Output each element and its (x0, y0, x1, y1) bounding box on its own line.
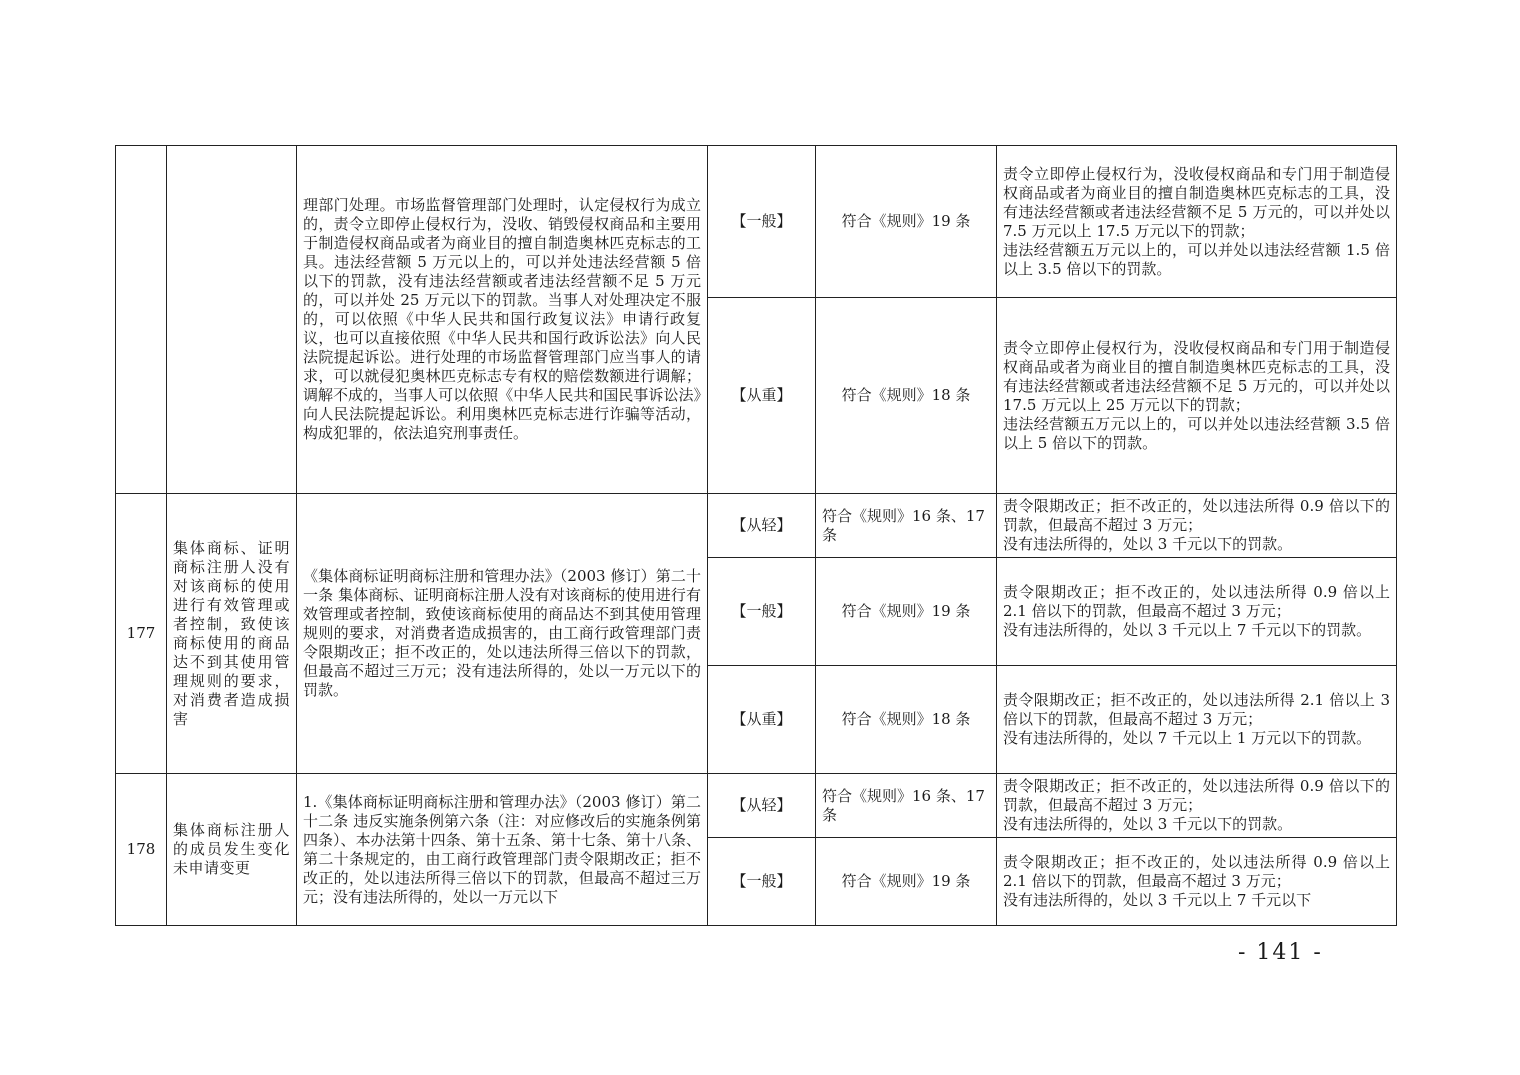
legal-basis-cell: 1.《集体商标证明商标注册和管理办法》（2003 修订）第二十二条 违反实施条例第六条（注：对应修改后的实施条例第四条）、本办法第十四条、第十五条、第十七条、第十八条、第二十条规定的，由工商行政管理部门责令限期改正；拒不改正的，处以违法所得三倍以下的罚款，但最高不超过三万元；没有违法所得的，处以一万元以下 (297, 774, 708, 926)
legal-basis-cell: 理部门处理。市场监督管理部门处理时，认定侵权行为成立的，责令立即停止侵权行为，没收、销毁侵权商品和主要用于制造侵权商品或者为商业目的擅自制造奥林匹克标志的工具。违法经营额 5 万元以上的，可以并处违法经营额 5 倍以下的罚款，没有违法经营额或者违法经营额不足 5 万元的，可以并处 25 万元以下的罚款。当事人对处理决定不服的，可以依照《中华人民共和国行政复议法》申请行政复议，也可以直接依照《中华人民共和国行政诉讼法》向人民法院提起诉讼。进行处理的市场监督管理部门应当事人的请求，可以就侵犯奥林匹克标志专有权的赔偿数额进行调解；调解不成的，当事人可以依照《中华人民共和国民事诉讼法》向人民法院提起诉讼。利用奥林匹克标志进行诈骗等活动，构成犯罪的，依法追究刑事责任。 (297, 146, 708, 494)
discretion-level-cell: 【从重】 (708, 666, 816, 774)
penalty-standard-cell (997, 558, 1397, 666)
discretion-level-cell: 【从轻】 (708, 494, 816, 558)
applicable-condition-cell: 符合《规则》19 条 (816, 558, 997, 666)
penalty-standard-cell (997, 774, 1397, 838)
penalty-standard-text: 责令立即停止侵权行为，没收侵权商品和专门用于制造侵权商品或者为商业目的擅自制造奥林匹克标志的工具，没有违法经营额或者违法经营额不足 5 万元的，可以并处以 17.5 万元以上 25 万元以下的罚款； 违法经营额五万元以上的，可以并处以违法经营额 3.5 倍以上 5 倍以下的罚款。 (1003, 338, 1390, 452)
penalty-standard-cell (997, 666, 1397, 774)
discretion-level-cell: 【一般】 (708, 146, 816, 298)
row-number-cell: 177 (116, 494, 167, 774)
discretion-level-cell: 【从轻】 (708, 774, 816, 838)
page-number: - 141 - (1238, 940, 1323, 965)
table-row (116, 494, 1397, 558)
penalty-standards-table (115, 145, 1397, 926)
table-row (116, 146, 1397, 298)
applicable-condition-cell: 符合《规则》18 条 (816, 666, 997, 774)
penalty-standard-text: 责令限期改正；拒不改正的，处以违法所得 0.9 倍以上 2.1 倍以下的罚款，但最高不超过 3 万元； 没有违法所得的，处以 3 千元以上 7 千元以下的罚款。 (1003, 583, 1390, 639)
discretion-level-cell: 【一般】 (708, 558, 816, 666)
penalty-standard-text: 责令限期改正；拒不改正的，处以违法所得 0.9 倍以下的罚款，但最高不超过 3 万元； 没有违法所得的，处以 3 千元以下的罚款。 (1003, 777, 1390, 833)
penalty-standard-text: 责令立即停止侵权行为，没收侵权商品和专门用于制造侵权商品或者为商业目的擅自制造奥林匹克标志的工具，没有违法经营额或者违法经营额不足 5 万元的，可以并处以 7.5 万元以上 17.5 万元以下的罚款； 违法经营额五万元以上的，可以并处以违法经营额 1.5 倍以上 3.5 倍以下的罚款。 (1003, 164, 1390, 278)
table-row (116, 774, 1397, 838)
penalty-standard-text: 责令限期改正；拒不改正的，处以违法所得 0.9 倍以下的罚款，但最高不超过 3 万元； 没有违法所得的，处以 3 千元以下的罚款。 (1003, 497, 1390, 553)
penalty-standard-cell (997, 298, 1397, 494)
penalty-standard-cell (997, 838, 1397, 926)
penalty-standard-text: 责令限期改正；拒不改正的，处以违法所得 2.1 倍以上 3 倍以下的罚款，但最高不超过 3 万元； 没有违法所得的，处以 7 千元以上 1 万元以下的罚款。 (1003, 691, 1390, 747)
penalty-standard-text: 责令限期改正；拒不改正的，处以违法所得 0.9 倍以上 2.1 倍以下的罚款，但最高不超过 3 万元； 没有违法所得的，处以 3 千元以上 7 千元以下 (1003, 853, 1390, 909)
violation-behavior-cell (167, 146, 297, 494)
penalty-standard-cell (997, 494, 1397, 558)
applicable-condition-cell: 符合《规则》19 条 (816, 838, 997, 926)
violation-behavior-cell: 集体商标、证明商标注册人没有对该商标的使用进行有效管理或者控制，致使该商标使用的商品达不到其使用管理规则的要求，对消费者造成损害 (167, 494, 297, 774)
legal-basis-cell: 《集体商标证明商标注册和管理办法》（2003 修订）第二十一条 集体商标、证明商标注册人没有对该商标的使用进行有效管理或者控制，致使该商标使用的商品达不到其使用管理规则的要求，对消费者造成损害的，由工商行政管理部门责令限期改正；拒不改正的，处以违法所得三倍以下的罚款，但最高不超过三万元；没有违法所得的，处以一万元以下的罚款。 (297, 494, 708, 774)
applicable-condition-cell: 符合《规则》18 条 (816, 298, 997, 494)
penalty-standard-cell (997, 146, 1397, 298)
discretion-level-cell: 【一般】 (708, 838, 816, 926)
applicable-condition-cell: 符合《规则》19 条 (816, 146, 997, 298)
applicable-condition-cell: 符合《规则》16 条、17 条 (816, 774, 997, 838)
violation-behavior-cell: 集体商标注册人的成员发生变化未申请变更 (167, 774, 297, 926)
discretion-level-cell: 【从重】 (708, 298, 816, 494)
row-number-cell: 178 (116, 774, 167, 926)
row-number-cell (116, 146, 167, 494)
applicable-condition-cell: 符合《规则》16 条、17 条 (816, 494, 997, 558)
